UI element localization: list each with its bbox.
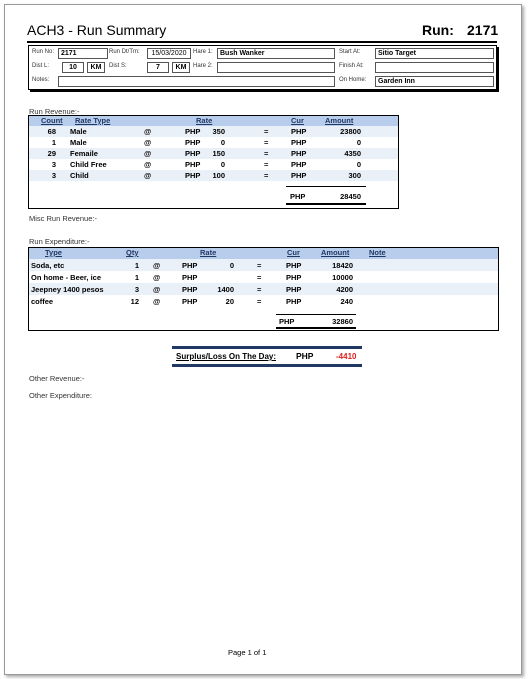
expenditure-section-label: Run Expenditure:- — [29, 237, 90, 246]
row-qty: 3 — [134, 285, 139, 294]
notes-field — [58, 76, 335, 87]
row-cur: PHP — [286, 273, 302, 282]
row-count: 1 — [51, 138, 56, 147]
row-rate: 0 — [220, 160, 225, 169]
surplus-cur: PHP — [296, 351, 314, 361]
col-qty: Qty — [126, 248, 139, 257]
row-shade — [29, 259, 498, 271]
col-rate: Rate — [196, 116, 213, 125]
title-rule — [27, 41, 497, 43]
row-cur: PHP — [291, 138, 307, 147]
row-cur: PHP — [291, 160, 307, 169]
row-count: 3 — [51, 171, 56, 180]
expenditure-total-underline — [276, 327, 356, 329]
row-type: Child — [70, 171, 89, 180]
row-rate: 350 — [212, 127, 225, 136]
revenue-total: 28450 — [340, 192, 361, 201]
row-eq: = — [264, 127, 269, 136]
finish-field — [375, 62, 494, 73]
row-rate-cur: PHP — [185, 149, 201, 158]
row-count: 3 — [51, 160, 56, 169]
row-cur: PHP — [291, 149, 307, 158]
expenditure-total-rule — [276, 314, 356, 315]
row-eq: = — [264, 138, 269, 147]
row-eq: = — [264, 171, 269, 180]
run-no-field: 2171 — [58, 48, 108, 59]
row-eq: = — [257, 285, 262, 294]
row-rate-cur: PHP — [182, 285, 198, 294]
run-dt-label: Run Dt/Tm: — [109, 49, 140, 55]
other-revenue-label: Other Revenue:- — [29, 374, 85, 383]
row-count: 68 — [47, 127, 56, 136]
row-type: Jeepney 1400 pesos — [31, 285, 104, 294]
row-amount: 4200 — [336, 285, 353, 294]
row-eq: = — [257, 261, 262, 270]
row-rate: 0 — [229, 261, 234, 270]
row-at: @ — [144, 160, 152, 169]
row-at: @ — [153, 273, 161, 282]
surplus-value: -4410 — [336, 352, 357, 361]
surplus-top-rule — [172, 346, 362, 349]
row-rate-cur: PHP — [182, 297, 198, 306]
expenditure-table — [28, 247, 499, 331]
col-amount: Amount — [325, 116, 354, 125]
dist-l-label: Dist L: — [32, 63, 50, 69]
row-eq: = — [257, 297, 262, 306]
dist-s-field: 7 — [147, 62, 169, 73]
start-label: Start At: — [339, 49, 361, 55]
run-info-box — [28, 45, 497, 90]
dist-s-label: Dist S: — [109, 63, 127, 69]
row-eq: = — [264, 160, 269, 169]
surplus-bottom-rule — [172, 364, 362, 367]
row-amount: 0 — [356, 138, 361, 147]
row-amount: 10000 — [332, 273, 353, 282]
hare2-field — [217, 62, 335, 73]
expenditure-total-cur: PHP — [279, 317, 295, 326]
revenue-total-rule — [286, 186, 366, 187]
finish-label: Finish At: — [339, 63, 364, 69]
onhome-label: On Home: — [339, 77, 367, 83]
row-type: Soda, etc — [31, 261, 65, 270]
row-rate: 100 — [212, 171, 225, 180]
row-count: 29 — [47, 149, 56, 158]
row-amount: 300 — [348, 171, 361, 180]
run-label: Run: — [422, 22, 454, 38]
row-rate-cur: PHP — [185, 127, 201, 136]
row-cur: PHP — [286, 261, 302, 270]
row-rate: 1400 — [217, 285, 234, 294]
hare2-label: Hare 2: — [193, 63, 213, 69]
row-at: @ — [144, 127, 152, 136]
col-note: Note — [369, 248, 386, 257]
page-footer: Page 1 of 1 — [228, 648, 267, 657]
row-eq: = — [264, 149, 269, 158]
misc-revenue-label: Misc Run Revenue:- — [29, 214, 97, 223]
other-expenditure-label: Other Expenditure: — [29, 391, 92, 400]
row-qty: 12 — [130, 297, 139, 306]
notes-label: Notes: — [32, 77, 50, 83]
expenditure-table-header — [29, 248, 498, 259]
row-at: @ — [144, 149, 152, 158]
row-type: Child Free — [70, 160, 107, 169]
run-no-label: Run No: — [32, 49, 55, 55]
row-at: @ — [144, 171, 152, 180]
row-rate-cur: PHP — [182, 273, 198, 282]
revenue-table — [28, 115, 399, 209]
row-cur: PHP — [286, 285, 302, 294]
col-count: Count — [41, 116, 63, 125]
revenue-table-header — [29, 116, 398, 126]
row-rate: 20 — [225, 297, 234, 306]
row-cur: PHP — [291, 171, 307, 180]
row-type: On home - Beer, ice — [31, 273, 102, 282]
revenue-total-underline — [286, 203, 366, 205]
col-cur: Cur — [291, 116, 304, 125]
row-at: @ — [144, 138, 152, 147]
row-amount: 0 — [356, 160, 361, 169]
surplus-label: Surplus/Loss On The Day: — [176, 352, 277, 361]
expenditure-total: 32860 — [332, 317, 353, 326]
col-type: Type — [45, 248, 62, 257]
run-number: 2171 — [467, 22, 499, 38]
col-rate-type: Rate Type — [75, 116, 111, 125]
dist-l-field: 10 — [62, 62, 84, 73]
row-amount: 23800 — [340, 127, 361, 136]
dist-s-unit: KM — [172, 62, 190, 73]
row-at: @ — [153, 285, 161, 294]
report-page — [4, 4, 522, 675]
row-amount: 18420 — [332, 261, 353, 270]
report-title: ACH3 - Run Summary — [27, 22, 167, 38]
hare1-label: Hare 1: — [193, 49, 213, 55]
revenue-section-label: Run Revenue:- — [29, 107, 80, 116]
row-type: Male — [70, 138, 87, 147]
onhome-field: Garden Inn — [375, 76, 494, 87]
row-rate-cur: PHP — [185, 160, 201, 169]
row-rate: 150 — [212, 149, 225, 158]
row-rate-cur: PHP — [182, 261, 198, 270]
col-cur: Cur — [287, 248, 300, 257]
row-type: coffee — [31, 297, 54, 306]
revenue-total-cur: PHP — [290, 192, 306, 201]
row-at: @ — [153, 297, 161, 306]
row-eq: = — [257, 273, 262, 282]
row-type: Femaile — [70, 149, 98, 158]
row-cur: PHP — [291, 127, 307, 136]
row-cur: PHP — [286, 297, 302, 306]
hare1-field: Bush Wanker — [217, 48, 335, 59]
row-amount: 4350 — [344, 149, 361, 158]
col-amount: Amount — [321, 248, 350, 257]
col-rate: Rate — [200, 248, 217, 257]
row-qty: 1 — [134, 261, 139, 270]
row-amount: 240 — [340, 297, 353, 306]
row-rate: 0 — [220, 138, 225, 147]
row-rate-cur: PHP — [185, 138, 201, 147]
row-rate-cur: PHP — [185, 171, 201, 180]
row-type: Male — [70, 127, 87, 136]
start-field: Sitio Target — [375, 48, 494, 59]
row-qty: 1 — [134, 273, 139, 282]
run-dt-field: 15/03/2020 — [147, 48, 191, 59]
dist-l-unit: KM — [87, 62, 105, 73]
row-at: @ — [153, 261, 161, 270]
